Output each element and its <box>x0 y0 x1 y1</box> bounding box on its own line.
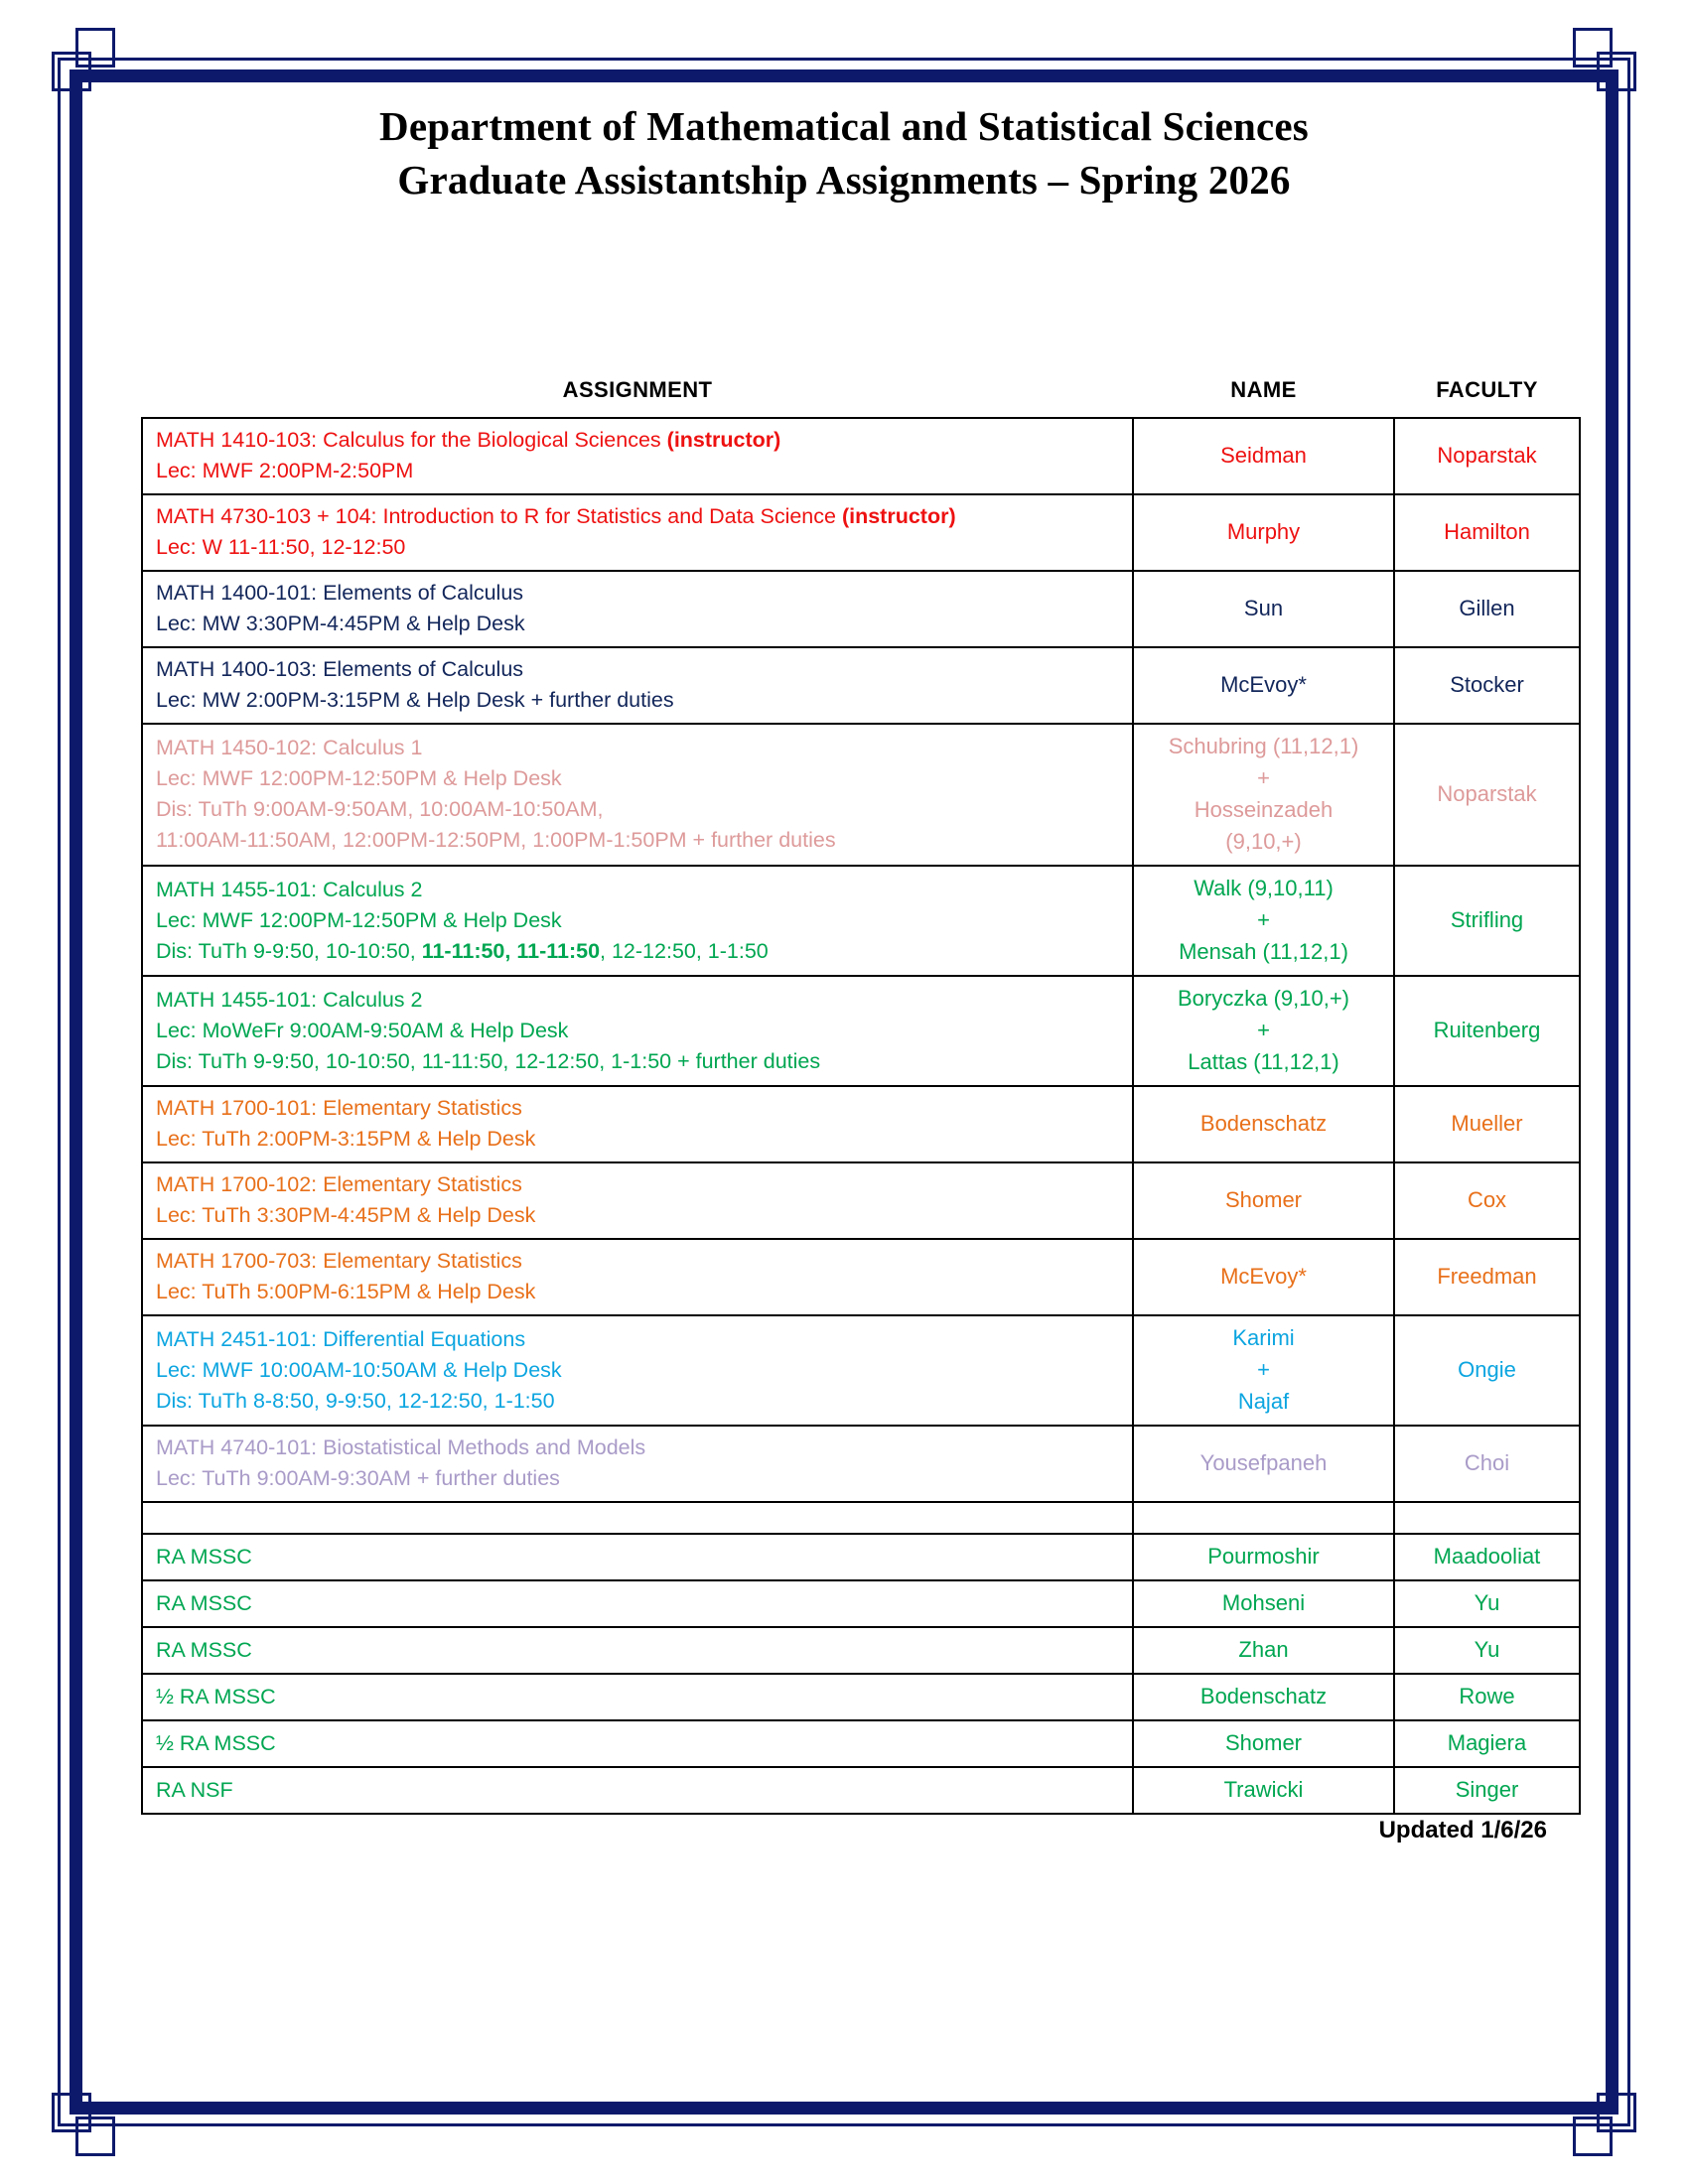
assignment-line <box>156 985 1122 1016</box>
cell-faculty: Cox <box>1394 1162 1580 1239</box>
assignment-line <box>156 1355 1122 1386</box>
cell-assignment <box>142 1767 1133 1814</box>
assignment-text: Lec: TuTh 3:30PM-4:45PM & Help Desk <box>156 1203 536 1227</box>
assignment-line <box>156 1728 1122 1759</box>
assignment-text: RA NSF <box>156 1777 233 1802</box>
assignment-text: Lec: TuTh 2:00PM-3:15PM & Help Desk <box>156 1127 536 1151</box>
table-row <box>142 1580 1580 1627</box>
assignment-line <box>156 1200 1122 1231</box>
name-line: + <box>1257 907 1270 932</box>
assignment-line <box>156 1093 1122 1124</box>
table-row <box>142 1627 1580 1674</box>
assignment-text: Dis: TuTh 8-8:50, 9-9:50, 12-12:50, 1-1:50 <box>156 1388 555 1413</box>
table-row <box>142 418 1580 494</box>
assignment-line <box>156 1775 1122 1806</box>
name-line: Najaf <box>1237 1389 1290 1414</box>
cell-faculty: Hamilton <box>1394 494 1580 571</box>
table-row <box>142 1086 1580 1162</box>
assignment-line <box>156 1277 1122 1307</box>
table-row <box>142 1315 1580 1426</box>
cell-assignment <box>142 976 1133 1086</box>
name-line: + <box>1257 1018 1270 1042</box>
table-spacer-row <box>142 1502 1580 1534</box>
assignments-table-wrapper <box>141 377 1579 1815</box>
cell-assignment <box>142 1580 1133 1627</box>
column-header-faculty: FACULTY <box>1436 377 1538 402</box>
table-row <box>142 1674 1580 1720</box>
cell-name: Shomer <box>1133 1720 1394 1767</box>
cell-faculty: Stocker <box>1394 647 1580 724</box>
assignment-line <box>156 936 1122 967</box>
assignment-text: Lec: MW 3:30PM-4:45PM & Help Desk <box>156 612 525 635</box>
table-header-row <box>142 377 1580 418</box>
assignment-line <box>156 425 1122 456</box>
name-line: Mensah (11,12,1) <box>1179 939 1348 964</box>
assignment-line <box>156 654 1122 685</box>
title-line-2: Graduate Assistantship Assignments – Spring 2026 <box>397 157 1291 203</box>
cell-assignment <box>142 1239 1133 1315</box>
cell-assignment <box>142 1086 1133 1162</box>
assignment-text: MATH 1400-103: Elements of Calculus <box>156 657 524 681</box>
assignment-text: Lec: MWF 10:00AM-10:50AM & Help Desk <box>156 1357 562 1382</box>
cell-name: Seidman <box>1133 418 1394 494</box>
cell-faculty: Noparstak <box>1394 724 1580 866</box>
cell-assignment <box>142 494 1133 571</box>
table-row <box>142 976 1580 1086</box>
cell-name <box>1133 1315 1394 1426</box>
assignment-text: Lec: MW 2:00PM-3:15PM & Help Desk + further duties <box>156 688 674 712</box>
assignment-line <box>156 1169 1122 1200</box>
cell-name: Bodenschatz <box>1133 1086 1394 1162</box>
cell-name <box>1133 866 1394 976</box>
cell-assignment <box>142 571 1133 647</box>
assignment-line <box>156 501 1122 532</box>
assignments-table <box>141 377 1581 1815</box>
assignment-line <box>156 875 1122 905</box>
cell-name: Bodenschatz <box>1133 1674 1394 1720</box>
cell-assignment <box>142 418 1133 494</box>
table-row <box>142 866 1580 976</box>
assignment-text: MATH 4730-103 + 104: Introduction to R for Statistics and Data Science <box>156 504 842 528</box>
assignment-line <box>156 456 1122 486</box>
cell-name: Sun <box>1133 571 1394 647</box>
corner-ornament-top-left-b <box>75 28 115 68</box>
assignment-line <box>156 1016 1122 1046</box>
table-row <box>142 724 1580 866</box>
cell-name: Shomer <box>1133 1162 1394 1239</box>
cell-assignment <box>142 1534 1133 1580</box>
assignment-line <box>156 1635 1122 1666</box>
name-line: Hosseinzadeh <box>1194 797 1334 822</box>
cell-assignment <box>142 1674 1133 1720</box>
cell-faculty: Ruitenberg <box>1394 976 1580 1086</box>
name-line: Boryczka (9,10,+) <box>1177 986 1349 1011</box>
assignment-text: MATH 1450-102: Calculus 1 <box>156 736 423 759</box>
assignment-emphasis: 11-11:50, 11-11:50 <box>421 938 601 963</box>
cell-assignment <box>142 1426 1133 1502</box>
name-line: (9,10,+) <box>1225 829 1302 854</box>
cell-name <box>1133 724 1394 866</box>
cell-faculty: Rowe <box>1394 1674 1580 1720</box>
assignment-text: RA MSSC <box>156 1544 252 1569</box>
cell-faculty: Maadooliat <box>1394 1534 1580 1580</box>
cell-faculty: Magiera <box>1394 1720 1580 1767</box>
name-line: + <box>1257 765 1270 790</box>
table-row <box>142 647 1580 724</box>
assignment-line <box>156 1433 1122 1463</box>
cell-name: McEvoy* <box>1133 1239 1394 1315</box>
assignment-text: MATH 1455-101: Calculus 2 <box>156 877 423 901</box>
column-header-assignment: ASSIGNMENT <box>562 377 713 402</box>
assignment-text: MATH 2451-101: Differential Equations <box>156 1326 526 1351</box>
name-line: + <box>1257 1357 1270 1382</box>
cell-name: Trawicki <box>1133 1767 1394 1814</box>
assignment-line <box>156 578 1122 609</box>
assignment-line <box>156 1542 1122 1572</box>
assignment-line <box>156 794 1122 825</box>
assignment-line <box>156 1324 1122 1355</box>
assignment-line <box>156 609 1122 639</box>
cell-name: Pourmoshir <box>1133 1534 1394 1580</box>
cell-assignment <box>142 1502 1133 1534</box>
table-body <box>142 418 1580 1814</box>
assignment-text: MATH 1455-101: Calculus 2 <box>156 987 423 1012</box>
assignment-text: , 12-12:50, 1-1:50 <box>600 938 769 963</box>
assignment-text: MATH 1700-101: Elementary Statistics <box>156 1096 522 1120</box>
assignment-line <box>156 532 1122 563</box>
cell-name: Mohseni <box>1133 1580 1394 1627</box>
document-title <box>119 99 1569 206</box>
table-row <box>142 1720 1580 1767</box>
cell-name <box>1133 1502 1394 1534</box>
table-row <box>142 1426 1580 1502</box>
cell-name: Murphy <box>1133 494 1394 571</box>
name-line: Schubring (11,12,1) <box>1168 734 1359 758</box>
corner-ornament-top-right-b <box>1573 28 1613 68</box>
assignment-line <box>156 1682 1122 1712</box>
assignment-text: RA MSSC <box>156 1637 252 1662</box>
assignment-line <box>156 1386 1122 1417</box>
assignment-text: MATH 1400-101: Elements of Calculus <box>156 581 524 605</box>
cell-faculty: Singer <box>1394 1767 1580 1814</box>
assignment-line <box>156 1246 1122 1277</box>
corner-ornament-bottom-left-b <box>75 2116 115 2156</box>
assignment-text: Dis: TuTh 9:00AM-9:50AM, 10:00AM-10:50AM, <box>156 797 604 821</box>
cell-faculty: Choi <box>1394 1426 1580 1502</box>
assignment-text: MATH 1410-103: Calculus for the Biological Sciences <box>156 428 667 452</box>
cell-name: McEvoy* <box>1133 647 1394 724</box>
table-row <box>142 1767 1580 1814</box>
table-row <box>142 571 1580 647</box>
table-header <box>142 377 1580 418</box>
assignment-text: ½ RA MSSC <box>156 1730 276 1755</box>
table-row <box>142 1239 1580 1315</box>
assignment-line <box>156 905 1122 936</box>
assignment-text: MATH 1700-703: Elementary Statistics <box>156 1249 522 1273</box>
cell-assignment <box>142 1315 1133 1426</box>
cell-assignment <box>142 1162 1133 1239</box>
assignment-text: MATH 1700-102: Elementary Statistics <box>156 1172 522 1196</box>
name-line: Walk (9,10,11) <box>1194 876 1334 900</box>
assignment-text: Dis: TuTh 9-9:50, 10-10:50, <box>156 938 422 963</box>
table-row <box>142 1162 1580 1239</box>
assignment-text: Lec: W 11-11:50, 12-12:50 <box>156 535 406 559</box>
name-line: Karimi <box>1232 1325 1295 1350</box>
assignment-line <box>156 1124 1122 1155</box>
assignment-text: Lec: MoWeFr 9:00AM-9:50AM & Help Desk <box>156 1018 569 1042</box>
column-header-name: NAME <box>1230 377 1297 402</box>
cell-assignment <box>142 866 1133 976</box>
cell-faculty: Gillen <box>1394 571 1580 647</box>
cell-faculty: Yu <box>1394 1580 1580 1627</box>
cell-faculty: Ongie <box>1394 1315 1580 1426</box>
cell-faculty: Yu <box>1394 1627 1580 1674</box>
cell-faculty: Mueller <box>1394 1086 1580 1162</box>
updated-date: Updated 1/6/26 <box>1378 1817 1547 1843</box>
assignment-line <box>156 1046 1122 1077</box>
assignment-line <box>156 763 1122 794</box>
assignment-text: 11:00AM-11:50AM, 12:00PM-12:50PM, 1:00PM-1:50PM + further duties <box>156 828 836 852</box>
assignment-text: Lec: TuTh 5:00PM-6:15PM & Help Desk <box>156 1280 536 1303</box>
assignment-text: RA MSSC <box>156 1590 252 1615</box>
assignment-emphasis: (instructor) <box>841 504 956 528</box>
assignment-text: Lec: MWF 2:00PM-2:50PM <box>156 459 414 482</box>
assignment-text: Lec: MWF 12:00PM-12:50PM & Help Desk <box>156 766 562 790</box>
assignment-line <box>156 685 1122 716</box>
cell-faculty: Strifling <box>1394 866 1580 976</box>
assignment-line <box>156 825 1122 856</box>
assignment-text: Dis: TuTh 9-9:50, 10-10:50, 11-11:50, 12-12:50, 1-1:50 + further duties <box>156 1048 821 1073</box>
cell-assignment <box>142 1627 1133 1674</box>
assignment-emphasis: (instructor) <box>666 428 781 452</box>
name-line: Lattas (11,12,1) <box>1188 1049 1339 1074</box>
assignment-line <box>156 1463 1122 1494</box>
assignment-line <box>156 733 1122 763</box>
assignment-text: Lec: MWF 12:00PM-12:50PM & Help Desk <box>156 907 562 932</box>
cell-assignment <box>142 724 1133 866</box>
assignment-line <box>156 1588 1122 1619</box>
assignment-text: Lec: TuTh 9:00AM-9:30AM + further duties <box>156 1466 560 1490</box>
assignment-text: ½ RA MSSC <box>156 1684 276 1708</box>
assignment-text: MATH 4740-101: Biostatistical Methods and Models <box>156 1435 646 1459</box>
table-row <box>142 1534 1580 1580</box>
table-row <box>142 494 1580 571</box>
cell-faculty: Noparstak <box>1394 418 1580 494</box>
title-line-1: Department of Mathematical and Statistical Sciences <box>379 103 1309 149</box>
cell-faculty: Freedman <box>1394 1239 1580 1315</box>
cell-faculty <box>1394 1502 1580 1534</box>
cell-name: Yousefpaneh <box>1133 1426 1394 1502</box>
cell-name: Zhan <box>1133 1627 1394 1674</box>
cell-assignment <box>142 1720 1133 1767</box>
cell-assignment <box>142 647 1133 724</box>
corner-ornament-bottom-right-b <box>1573 2116 1613 2156</box>
cell-name <box>1133 976 1394 1086</box>
